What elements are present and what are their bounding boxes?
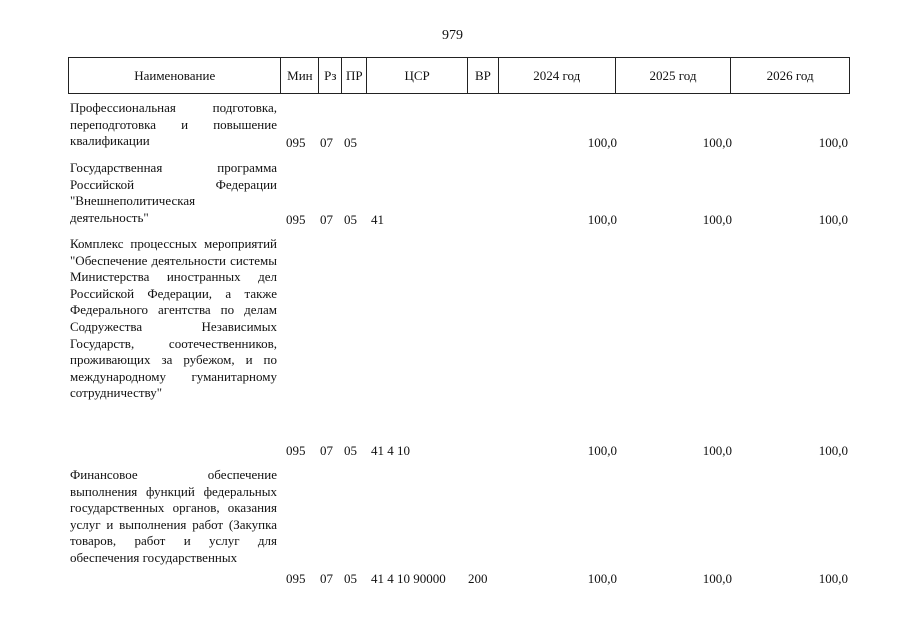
header-pr: ПР [342, 58, 367, 93]
row-value-2024: 100,0 [587, 443, 617, 459]
row-csr: 41 4 10 [371, 443, 410, 459]
header-name: Наименование [69, 58, 281, 93]
header-year-2026: 2026 год [766, 67, 814, 83]
row-pr: 05 [344, 443, 357, 459]
row-value-2026: 100,0 [818, 443, 848, 459]
header-rz: Рз [319, 58, 342, 93]
row-min: 095 [286, 443, 306, 459]
header-year-2025: 2025 год [616, 58, 732, 93]
table-row [68, 160, 850, 229]
row-value-2026: 100,0 [818, 571, 848, 587]
row-pr: 05 [344, 135, 357, 151]
row-value-2024: 100,0 [587, 212, 617, 228]
row-name: Профессиональная подготовка, переподготовка и повышение квалификации [70, 100, 277, 149]
row-value-2025: 100,0 [702, 212, 732, 228]
row-value-2026: 100,0 [818, 212, 848, 228]
row-rz: 07 [320, 443, 333, 459]
row-rz: 07 [320, 212, 333, 228]
header-min: Мин [281, 58, 319, 93]
header-vr: ВР [468, 58, 499, 93]
row-value-2026: 100,0 [818, 135, 848, 151]
row-value-2025: 100,0 [702, 135, 732, 151]
row-pr: 05 [344, 212, 357, 228]
table-row [68, 236, 850, 460]
row-value-2025: 100,0 [702, 571, 732, 587]
table-row [68, 467, 850, 588]
row-rz: 07 [320, 135, 333, 151]
row-min: 095 [286, 135, 306, 151]
row-rz: 07 [320, 571, 333, 587]
header-year-2024: 2024 год [499, 58, 616, 93]
row-min: 095 [286, 212, 306, 228]
row-value-2024: 100,0 [587, 135, 617, 151]
table-row [68, 100, 850, 152]
header-csr: ЦСР [367, 58, 468, 93]
row-csr: 41 [371, 212, 384, 228]
row-min: 095 [286, 571, 306, 587]
row-name: Комплекс процессных мероприятий "Обеспечение деятельности системы Министерства иностранных дел Российской Федерации, а также Федерального агентства по делам Содружества Независимых Государств, соотечественников, проживающих за рубежом, и по международному гуманитарному сотрудничеству" [70, 236, 277, 401]
table-header [68, 57, 850, 94]
row-name: Финансовое обеспечение выполнения функций федеральных государственных органов, оказания услуг и выполнения работ (Закупка товаров, работ и услуг для обеспечения государственных [70, 467, 277, 565]
page-number: 979 [442, 28, 463, 43]
row-name: Государственная программа Российской Федерации "Внешнеполитическая деятельность" [70, 160, 277, 225]
row-pr: 05 [344, 571, 357, 587]
row-vr: 200 [468, 571, 488, 587]
row-csr: 41 4 10 90000 [371, 571, 446, 587]
row-value-2025: 100,0 [702, 443, 732, 459]
row-value-2024: 100,0 [587, 571, 617, 587]
